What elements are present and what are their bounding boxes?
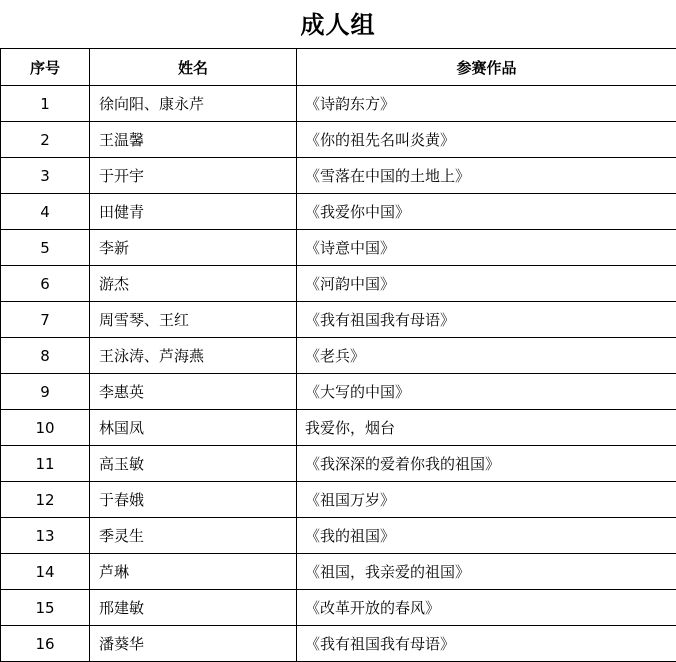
contestant-name: 王泳涛、芦海燕 bbox=[90, 338, 297, 374]
contestant-table bbox=[0, 48, 676, 662]
entry-work: 我爱你，烟台 bbox=[297, 410, 676, 446]
entry-work: 《诗韵东方》 bbox=[297, 86, 676, 122]
row-number: 9 bbox=[1, 374, 90, 410]
column-header-name: 姓名 bbox=[90, 49, 297, 86]
table-row bbox=[1, 230, 676, 266]
contestant-name: 于开宇 bbox=[90, 158, 297, 194]
contestant-name: 王温馨 bbox=[90, 122, 297, 158]
row-number: 2 bbox=[1, 122, 90, 158]
entry-work: 《我有祖国我有母语》 bbox=[297, 626, 676, 662]
entry-work: 《我深深的爱着你我的祖国》 bbox=[297, 446, 676, 482]
row-number: 6 bbox=[1, 266, 90, 302]
table-row bbox=[1, 518, 676, 554]
row-number: 14 bbox=[1, 554, 90, 590]
table-row bbox=[1, 482, 676, 518]
row-number: 4 bbox=[1, 194, 90, 230]
row-number: 7 bbox=[1, 302, 90, 338]
row-number: 16 bbox=[1, 626, 90, 662]
table-row bbox=[1, 194, 676, 230]
contestant-name: 徐向阳、康永芹 bbox=[90, 86, 297, 122]
contestant-name: 周雪琴、王红 bbox=[90, 302, 297, 338]
table-row bbox=[1, 590, 676, 626]
contestant-name: 季灵生 bbox=[90, 518, 297, 554]
contestant-name: 邢建敏 bbox=[90, 590, 297, 626]
table-row bbox=[1, 446, 676, 482]
row-number: 1 bbox=[1, 86, 90, 122]
contestant-name: 李惠英 bbox=[90, 374, 297, 410]
contestant-name: 高玉敏 bbox=[90, 446, 297, 482]
contestant-name: 李新 bbox=[90, 230, 297, 266]
entry-work: 《我有祖国我有母语》 bbox=[297, 302, 676, 338]
table-row bbox=[1, 626, 676, 662]
table-row bbox=[1, 86, 676, 122]
table-row bbox=[1, 374, 676, 410]
row-number: 11 bbox=[1, 446, 90, 482]
table-row bbox=[1, 338, 676, 374]
entry-work: 《祖国万岁》 bbox=[297, 482, 676, 518]
table-row bbox=[1, 554, 676, 590]
table-title: 成人组 bbox=[0, 0, 676, 48]
row-number: 5 bbox=[1, 230, 90, 266]
column-header-work: 参赛作品 bbox=[297, 49, 676, 86]
table-body bbox=[1, 86, 676, 662]
entry-work: 《改革开放的春风》 bbox=[297, 590, 676, 626]
entry-work: 《雪落在中国的土地上》 bbox=[297, 158, 676, 194]
row-number: 8 bbox=[1, 338, 90, 374]
row-number: 12 bbox=[1, 482, 90, 518]
entry-work: 《大写的中国》 bbox=[297, 374, 676, 410]
column-header-number: 序号 bbox=[1, 49, 90, 86]
table-row bbox=[1, 302, 676, 338]
row-number: 10 bbox=[1, 410, 90, 446]
row-number: 13 bbox=[1, 518, 90, 554]
table-row bbox=[1, 410, 676, 446]
entry-work: 《河韵中国》 bbox=[297, 266, 676, 302]
entry-work: 《我爱你中国》 bbox=[297, 194, 676, 230]
contestant-name: 于春娥 bbox=[90, 482, 297, 518]
contestant-name: 林国凤 bbox=[90, 410, 297, 446]
table-row bbox=[1, 266, 676, 302]
header-row bbox=[1, 49, 676, 86]
row-number: 15 bbox=[1, 590, 90, 626]
entry-work: 《你的祖先名叫炎黄》 bbox=[297, 122, 676, 158]
contestant-name: 田健青 bbox=[90, 194, 297, 230]
contestant-name: 芦琳 bbox=[90, 554, 297, 590]
entry-work: 《老兵》 bbox=[297, 338, 676, 374]
row-number: 3 bbox=[1, 158, 90, 194]
contestant-name: 潘葵华 bbox=[90, 626, 297, 662]
table-row bbox=[1, 158, 676, 194]
table-row bbox=[1, 122, 676, 158]
entry-work: 《祖国，我亲爱的祖国》 bbox=[297, 554, 676, 590]
entry-work: 《诗意中国》 bbox=[297, 230, 676, 266]
contestant-name: 游杰 bbox=[90, 266, 297, 302]
entry-work: 《我的祖国》 bbox=[297, 518, 676, 554]
